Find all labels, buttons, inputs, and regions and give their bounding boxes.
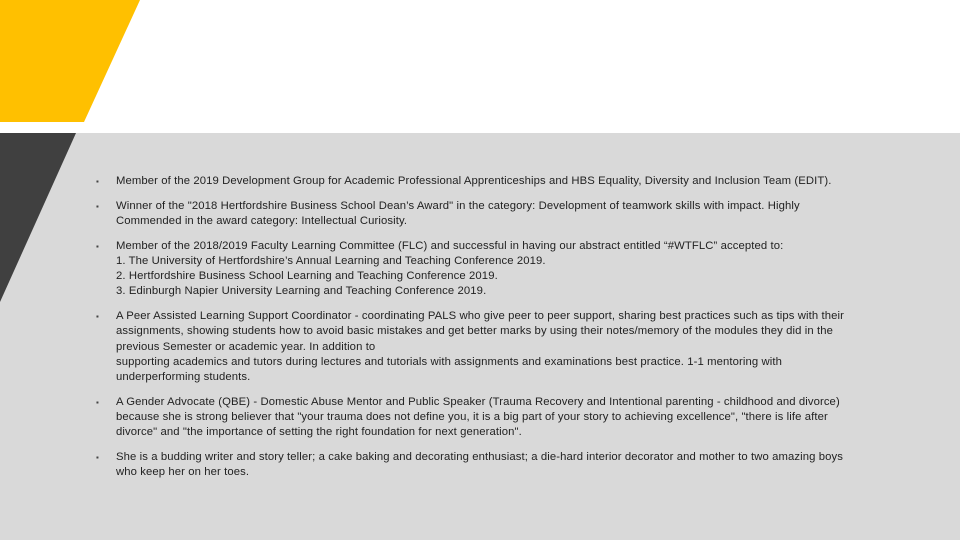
bullet-text-line: assignments, showing students how to avoid basic mistakes and get better marks by using their notes/memory of the modules they did in the xyxy=(116,325,833,338)
bullet-icon: ▪ xyxy=(96,397,99,407)
list-item xyxy=(96,395,936,441)
achievements-list xyxy=(96,174,936,490)
list-item xyxy=(96,239,936,300)
bullet-text-line: 1. The University of Hertfordshire’s Annual Learning and Teaching Conference 2019. xyxy=(116,255,546,267)
bullet-text-line: Commended in the award category: Intellectual Curiosity. xyxy=(116,215,408,227)
list-item xyxy=(96,309,936,385)
bullet-text-line: Member of the 2018/2019 Faculty Learning Committee (FLC) and successful in having our abstract entitled “#WTFLC” accepted to: xyxy=(116,239,784,252)
bullet-text-line: divorce" and "the importance of setting the right foundation for next generation". xyxy=(116,426,522,439)
bullet-icon: ▪ xyxy=(96,201,99,211)
list-item xyxy=(96,450,936,480)
bullet-icon: ▪ xyxy=(96,177,99,186)
bullet-icon: ▪ xyxy=(96,312,99,322)
list-item xyxy=(96,174,936,189)
bullet-text-line: because she is strong believer that "your trauma does not define you, it is a big part of your story to achieving excellence", "there is life after xyxy=(116,411,828,424)
yellow-parallelogram-decoration xyxy=(0,0,140,122)
bullet-icon: ▪ xyxy=(96,241,99,251)
bullet-text-line: who keep her on her toes. xyxy=(116,466,250,479)
bullet-text-line: A Peer Assisted Learning Support Coordinator - coordinating PALS who give peer to peer support, sharing best practices such as tips with their xyxy=(116,310,844,323)
bullet-text-line: underperforming students. xyxy=(116,371,251,384)
bullet-text-line: Member of the 2019 Development Group for Academic Professional Apprenticeships and HBS Equality, Diversity and Inclusion Team (EDIT). xyxy=(116,175,832,187)
bullet-text-line: A Gender Advocate (QBE) - Domestic Abuse Mentor and Public Speaker (Trauma Recovery and Intentional parenting - childhood and divorce) xyxy=(116,395,840,408)
dark-gray-parallelogram-decoration xyxy=(0,133,76,302)
bullet-text-line: 2. Hertfordshire Business School Learning and Teaching Conference 2019. xyxy=(116,270,498,283)
bullet-text-line: Winner of the "2018 Hertfordshire Business School Dean’s Award" in the category: Development of teamwork skills with impact. Highly xyxy=(116,199,800,212)
list-item xyxy=(96,199,936,229)
bullet-icon: ▪ xyxy=(96,453,99,463)
bullet-text-line: 3. Edinburgh Napier University Learning and Teaching Conference 2019. xyxy=(116,285,487,298)
bullet-text-line: previous Semester or academic year. In addition to xyxy=(116,340,376,353)
bullet-text-line: supporting academics and tutors during lectures and tutorials with assignments and examinations best practice. 1-1 mentoring with xyxy=(116,355,782,368)
bullet-text-line: She is a budding writer and story teller; a cake baking and decorating enthusiast; a die-hard interior decorator and mother to two amazing boys xyxy=(116,451,844,464)
